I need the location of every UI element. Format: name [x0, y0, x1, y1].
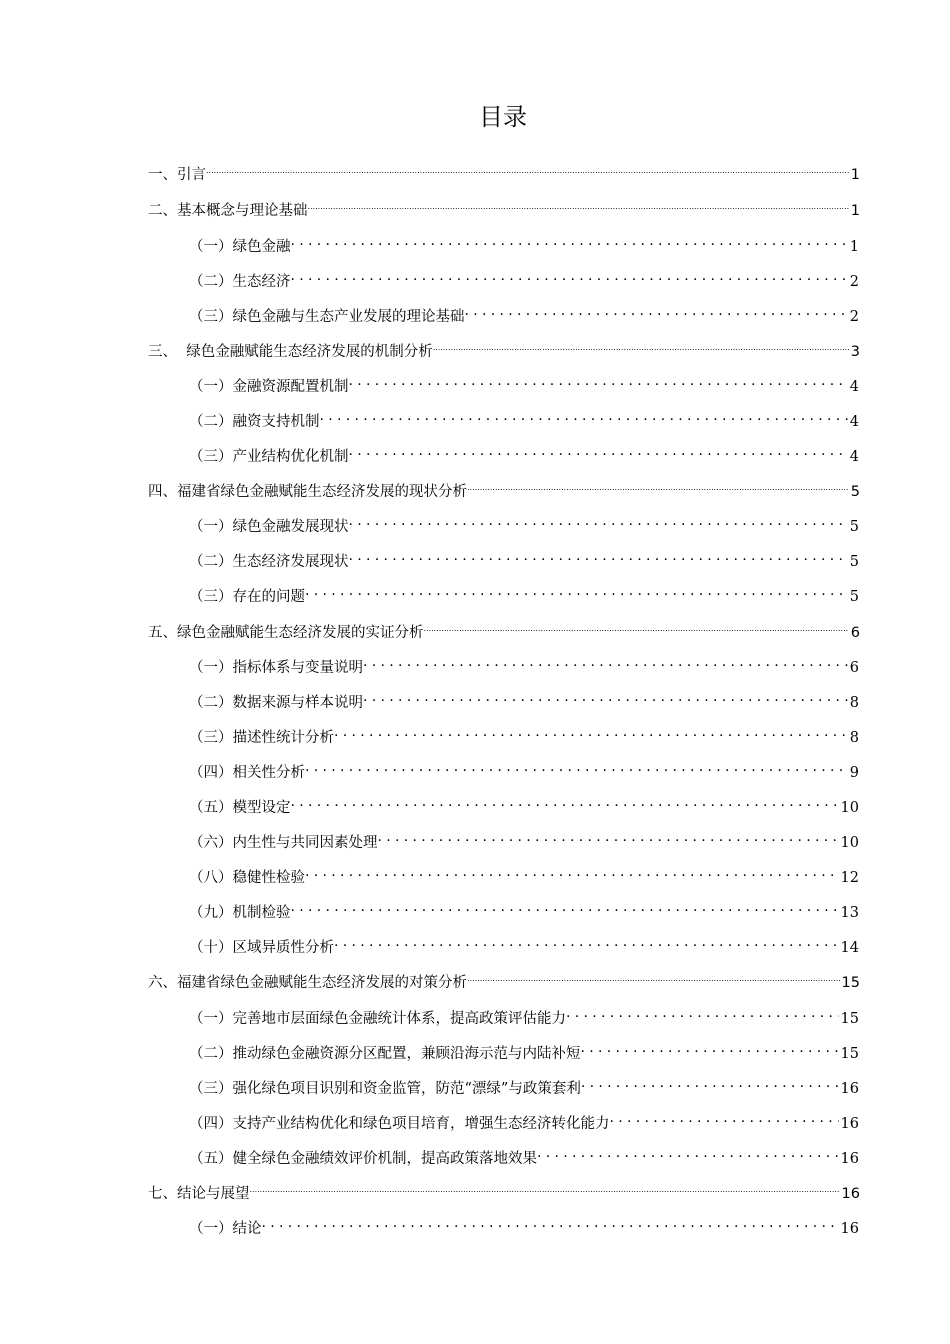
toc-entry-mechanism-analysis[interactable] — [148, 334, 860, 360]
toc-page-number: 15 — [840, 1011, 859, 1027]
toc-entry-label: （一）结论 — [189, 1221, 262, 1237]
toc-page-number: 1 — [850, 203, 860, 219]
toc-entry-conclusion[interactable] — [148, 1176, 860, 1202]
toc-page-number: 2 — [849, 274, 859, 290]
toc-subentry[interactable] — [189, 439, 859, 465]
toc-page-number: 15 — [841, 975, 860, 991]
toc-subentry[interactable] — [189, 685, 859, 711]
toc-entry-status-analysis[interactable] — [148, 474, 860, 500]
toc-page-number: 6 — [850, 625, 860, 641]
toc-page-number: 13 — [840, 905, 859, 921]
dot-leader — [349, 509, 848, 531]
toc-page-number: 1 — [850, 167, 860, 183]
toc-entry-label: （四）相关性分析 — [189, 765, 305, 781]
dot-leader — [581, 1071, 839, 1093]
toc-page-number: 9 — [849, 765, 859, 781]
toc-page-number: 15 — [840, 1046, 859, 1062]
toc-page-number: 4 — [849, 449, 859, 465]
toc-page-number: 5 — [849, 519, 859, 535]
toc-entry-label: （三）强化绿色项目识别和资金监管，防范“漂绿”与政策套利 — [189, 1081, 581, 1097]
toc-subentry[interactable] — [189, 650, 859, 676]
toc-entry-label: （一）指标体系与变量说明 — [189, 660, 363, 676]
toc-entry-label: 二、基本概念与理论基础 — [148, 203, 308, 219]
toc-page-number: 10 — [840, 835, 859, 851]
toc-page-number: 16 — [840, 1081, 859, 1097]
dot-leader — [291, 229, 848, 251]
toc-subentry[interactable] — [189, 790, 859, 816]
dot-leader — [334, 930, 839, 952]
toc-page-number: 8 — [849, 695, 859, 711]
toc-page-number: 3 — [850, 344, 860, 360]
dot-leader — [467, 474, 849, 496]
toc-entry-label: （五）模型设定 — [189, 800, 291, 816]
dot-leader — [349, 439, 848, 461]
toc-subentry[interactable] — [189, 720, 859, 746]
toc-subentry[interactable] — [189, 930, 859, 956]
toc-entry-label: （一）完善地市层面绿色金融统计体系，提高政策评估能力 — [189, 1011, 566, 1027]
dot-leader — [305, 860, 839, 882]
dot-leader — [291, 895, 839, 917]
toc-page-number: 10 — [840, 800, 859, 816]
toc-page-number: 8 — [849, 730, 859, 746]
toc-entry-label: 五、绿色金融赋能生态经济发展的实证分析 — [148, 625, 424, 641]
dot-leader — [206, 157, 849, 179]
dot-leader — [334, 720, 848, 742]
toc-page-number: 4 — [849, 379, 859, 395]
dot-leader — [349, 369, 848, 391]
toc-entry-label: （二）生态经济 — [189, 274, 291, 290]
toc-entry-label: 七、结论与展望 — [148, 1186, 250, 1202]
toc-subentry[interactable] — [189, 1036, 859, 1062]
toc-page-number: 16 — [841, 1186, 860, 1202]
toc-entry-label: （二）融资支持机制 — [189, 414, 320, 430]
dot-leader — [537, 1141, 839, 1163]
toc-entry-label: 三、 绿色金融赋能生态经济发展的机制分析 — [148, 344, 433, 360]
toc-entry-label: 六、福建省绿色金融赋能生态经济发展的对策分析 — [148, 975, 467, 991]
toc-subentry[interactable] — [189, 755, 859, 781]
toc-entry-intro[interactable] — [148, 157, 860, 183]
toc-page-number: 16 — [840, 1116, 859, 1132]
dot-leader — [349, 544, 848, 566]
dot-leader — [363, 650, 848, 672]
dot-leader — [320, 404, 848, 426]
toc-entry-label: （六）内生性与共同因素处理 — [189, 835, 378, 851]
toc-subentry[interactable] — [189, 544, 859, 570]
dot-leader — [291, 790, 839, 812]
toc-entry-label: （八）稳健性检验 — [189, 870, 305, 886]
toc-entry-label: （三）产业结构优化机制 — [189, 449, 349, 465]
toc-subentry[interactable] — [189, 579, 859, 605]
toc-subentry[interactable] — [189, 369, 859, 395]
toc-page-number: 2 — [849, 309, 859, 325]
toc-subentry[interactable] — [189, 1211, 859, 1237]
toc-subentry[interactable] — [189, 404, 859, 430]
toc-subentry[interactable] — [189, 299, 859, 325]
dot-leader — [308, 193, 849, 215]
dot-leader — [424, 615, 849, 637]
toc-entry-label: （三）存在的问题 — [189, 589, 305, 605]
dot-leader — [433, 334, 849, 356]
toc-page-number: 12 — [840, 870, 859, 886]
toc-page-number: 16 — [840, 1151, 859, 1167]
toc-page-number: 6 — [849, 660, 859, 676]
toc-page-number: 14 — [840, 940, 859, 956]
dot-leader — [610, 1106, 839, 1128]
toc-page-number: 1 — [849, 239, 859, 255]
dot-leader — [305, 755, 848, 777]
dot-leader — [581, 1036, 839, 1058]
toc-page-number: 5 — [850, 484, 860, 500]
toc-page-number: 5 — [849, 554, 859, 570]
toc-entry-countermeasures[interactable] — [148, 965, 860, 991]
dot-leader — [250, 1176, 840, 1198]
toc-entry-label: （三）绿色金融与生态产业发展的理论基础 — [189, 309, 465, 325]
toc-subentry[interactable] — [189, 895, 859, 921]
toc-page-number: 5 — [849, 589, 859, 605]
dot-leader — [305, 579, 848, 601]
toc-subentry[interactable] — [189, 229, 859, 255]
toc-page-number: 16 — [840, 1221, 859, 1237]
toc-entry-label: 四、福建省绿色金融赋能生态经济发展的现状分析 — [148, 484, 467, 500]
toc-entry-basic-concepts[interactable] — [148, 193, 860, 219]
toc-subentry[interactable] — [189, 825, 859, 851]
dot-leader — [467, 965, 840, 987]
toc-subentry[interactable] — [189, 509, 859, 535]
dot-leader — [363, 685, 848, 707]
toc-entry-label: （十）区域异质性分析 — [189, 940, 334, 956]
dot-leader — [291, 264, 848, 286]
toc-entry-label: （一）绿色金融 — [189, 239, 291, 255]
toc-subentry[interactable] — [189, 1106, 859, 1132]
dot-leader — [566, 1001, 839, 1023]
toc-entry-empirical-analysis[interactable] — [148, 615, 860, 641]
toc-page-number: 4 — [849, 414, 859, 430]
toc-entry-label: （一）绿色金融发展现状 — [189, 519, 349, 535]
toc-entry-label: （二）推动绿色金融资源分区配置，兼顾沿海示范与内陆补短 — [189, 1046, 581, 1062]
toc-entry-label: （一）金融资源配置机制 — [189, 379, 349, 395]
toc-entry-label: 一、引言 — [148, 167, 206, 183]
toc-entry-label: （三）描述性统计分析 — [189, 730, 334, 746]
toc-entry-label: （二）生态经济发展现状 — [189, 554, 349, 570]
toc-title: 目录 — [479, 103, 527, 131]
toc-subentry[interactable] — [189, 1141, 859, 1167]
toc-entry-label: （九）机制检验 — [189, 905, 291, 921]
toc-subentry[interactable] — [189, 1071, 859, 1097]
toc-subentry[interactable] — [189, 1001, 859, 1027]
dot-leader — [465, 299, 848, 321]
toc-entry-label: （二）数据来源与样本说明 — [189, 695, 363, 711]
toc-subentry[interactable] — [189, 264, 859, 290]
toc-subentry[interactable] — [189, 860, 859, 886]
dot-leader — [262, 1211, 839, 1233]
toc-entry-label: （五）健全绿色金融绩效评价机制，提高政策落地效果 — [189, 1151, 537, 1167]
dot-leader — [378, 825, 839, 847]
toc-entry-label: （四）支持产业结构优化和绿色项目培育，增强生态经济转化能力 — [189, 1116, 610, 1132]
